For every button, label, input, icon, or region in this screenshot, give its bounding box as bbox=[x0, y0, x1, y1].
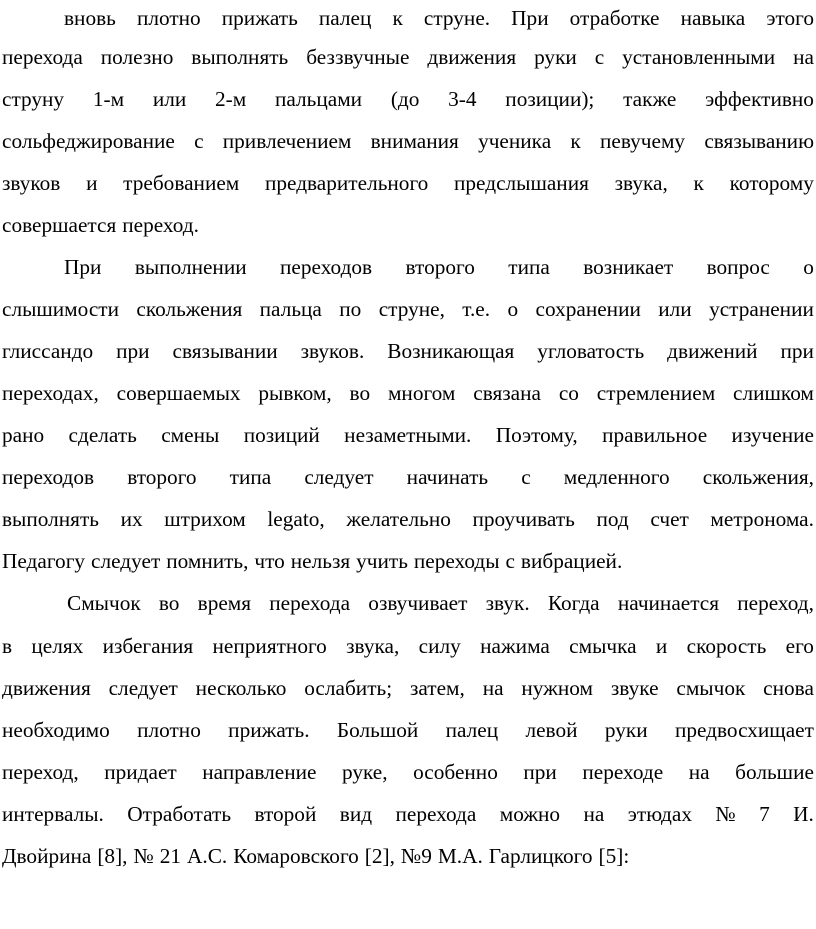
word: певучему bbox=[599, 129, 686, 153]
word: 3-4 bbox=[448, 87, 477, 111]
word: его bbox=[785, 634, 814, 658]
word: к bbox=[570, 129, 581, 153]
word: [2], bbox=[364, 844, 395, 868]
word: полезно bbox=[100, 45, 174, 69]
text-line bbox=[2, 288, 814, 330]
word: предвосхищает bbox=[674, 718, 814, 742]
word: избегания bbox=[102, 634, 194, 658]
word: плотно bbox=[137, 718, 201, 742]
word: нажима bbox=[480, 634, 550, 658]
word: вновь bbox=[64, 6, 116, 30]
word: также bbox=[623, 87, 677, 111]
word: устранении bbox=[709, 297, 814, 321]
word: № bbox=[715, 802, 736, 826]
word: большие bbox=[735, 760, 814, 784]
word: желательно bbox=[346, 507, 451, 531]
word: № bbox=[133, 844, 154, 868]
word: многом bbox=[387, 381, 456, 405]
word: позиций bbox=[243, 423, 320, 447]
word: следует bbox=[304, 465, 374, 489]
text-line bbox=[2, 540, 814, 582]
word: [8], bbox=[97, 844, 128, 868]
word: вибрацией. bbox=[520, 549, 623, 573]
word: навыка bbox=[680, 6, 746, 30]
text-line bbox=[2, 120, 814, 162]
word: скольжения, bbox=[702, 465, 814, 489]
word: Поэтому, bbox=[495, 423, 578, 447]
word: целях bbox=[31, 634, 84, 658]
word: рано bbox=[2, 423, 45, 447]
word: При bbox=[511, 6, 549, 30]
word: звука, bbox=[346, 634, 400, 658]
text-line bbox=[2, 793, 814, 835]
word: что bbox=[254, 549, 285, 573]
word: выполнении bbox=[134, 255, 247, 279]
word: следует bbox=[108, 676, 178, 700]
word: установленными bbox=[622, 45, 776, 69]
word: 2-м bbox=[215, 87, 247, 111]
word: вопрос bbox=[706, 255, 770, 279]
word: этюдах bbox=[627, 802, 692, 826]
word: М.А. bbox=[437, 844, 483, 868]
word: сохранении bbox=[535, 297, 641, 321]
word: №9 bbox=[400, 844, 432, 868]
text-line bbox=[2, 330, 814, 372]
word: эффективно bbox=[705, 87, 814, 111]
word: беззвучные bbox=[306, 45, 410, 69]
word: счет bbox=[650, 507, 689, 531]
word: правильное bbox=[602, 423, 708, 447]
word: Смычок bbox=[67, 591, 141, 615]
word: с bbox=[505, 549, 515, 573]
word: предварительного bbox=[264, 171, 429, 195]
word: скольжения bbox=[136, 297, 243, 321]
text-line bbox=[2, 372, 814, 414]
word: и bbox=[86, 171, 98, 195]
word: стремлением bbox=[596, 381, 716, 405]
word: начинается bbox=[617, 591, 720, 615]
word: проучивать bbox=[472, 507, 575, 531]
word: При bbox=[64, 255, 102, 279]
word: движения bbox=[427, 45, 517, 69]
word: руке, bbox=[341, 760, 388, 784]
word: нужном bbox=[521, 676, 594, 700]
word: совершаемых bbox=[116, 381, 241, 405]
word: звуков bbox=[2, 171, 61, 195]
word: второго bbox=[127, 465, 197, 489]
word: во bbox=[158, 591, 180, 615]
word: при bbox=[523, 760, 557, 784]
word: с bbox=[521, 465, 531, 489]
text-line bbox=[64, 0, 814, 39]
word: следует bbox=[91, 549, 161, 573]
word: переход. bbox=[122, 213, 199, 237]
text-line bbox=[2, 204, 814, 246]
word: или bbox=[152, 87, 187, 111]
word: 21 bbox=[159, 844, 182, 868]
text-line bbox=[2, 751, 814, 793]
word: рывком, bbox=[258, 381, 332, 405]
word: при bbox=[780, 339, 814, 363]
word: прижать. bbox=[228, 718, 310, 742]
word: палец bbox=[318, 6, 372, 30]
word: звуке bbox=[610, 676, 659, 700]
word: с bbox=[194, 129, 204, 153]
word: в bbox=[2, 634, 13, 658]
word: переходов bbox=[280, 255, 373, 279]
word: помнить, bbox=[166, 549, 249, 573]
word: пальцами bbox=[274, 87, 363, 111]
word: И. bbox=[793, 802, 814, 826]
word: штрихом bbox=[164, 507, 246, 531]
word: на bbox=[583, 802, 605, 826]
word: Когда bbox=[547, 591, 600, 615]
word: плотно bbox=[136, 6, 201, 30]
word: снова bbox=[763, 676, 814, 700]
word: переходе bbox=[582, 760, 664, 784]
text-line bbox=[2, 162, 814, 204]
word: во bbox=[349, 381, 371, 405]
word: на bbox=[688, 760, 710, 784]
word: левой bbox=[525, 718, 578, 742]
word: к bbox=[392, 6, 403, 30]
word: слишком bbox=[733, 381, 814, 405]
word: переход, bbox=[2, 760, 79, 784]
word: ученика bbox=[478, 129, 552, 153]
word: или bbox=[658, 297, 692, 321]
word: по bbox=[339, 297, 362, 321]
word: силу bbox=[418, 634, 461, 658]
text-line bbox=[67, 582, 814, 624]
word: струне. bbox=[423, 6, 491, 30]
word: о bbox=[507, 297, 519, 321]
word: переходы bbox=[413, 549, 500, 573]
word: глиссандо bbox=[2, 339, 94, 363]
word: незаметными. bbox=[344, 423, 472, 447]
word: перехода bbox=[395, 802, 477, 826]
word: с bbox=[594, 45, 605, 69]
word: руки bbox=[534, 45, 577, 69]
word: к bbox=[693, 171, 704, 195]
word: связыванию bbox=[704, 129, 814, 153]
word: и bbox=[655, 634, 668, 658]
word: угловатость bbox=[537, 339, 645, 363]
word: интервалы. bbox=[2, 802, 104, 826]
word: звука, bbox=[614, 171, 668, 195]
word: под bbox=[596, 507, 629, 531]
word: перехода bbox=[269, 591, 351, 615]
word: на bbox=[482, 676, 504, 700]
word: струне, bbox=[378, 297, 445, 321]
word: привлечением bbox=[222, 129, 352, 153]
word: учить bbox=[356, 549, 408, 573]
word: Большой bbox=[336, 718, 419, 742]
word: перехода bbox=[2, 45, 83, 69]
word: скорость bbox=[686, 634, 767, 658]
word: ослабить; bbox=[304, 676, 393, 700]
text-line bbox=[64, 246, 814, 288]
word: затем, bbox=[409, 676, 465, 700]
word: возникает bbox=[583, 255, 674, 279]
text-line bbox=[2, 36, 814, 78]
word: смены bbox=[161, 423, 220, 447]
word: палец bbox=[445, 718, 499, 742]
word: Гарлицкого bbox=[488, 844, 593, 868]
word: сделать bbox=[68, 423, 137, 447]
word: Педагогу bbox=[2, 549, 86, 573]
word: руки bbox=[604, 718, 648, 742]
word: смычок bbox=[676, 676, 746, 700]
word: позиции); bbox=[505, 87, 595, 111]
word: медленного bbox=[563, 465, 670, 489]
word: которому bbox=[729, 171, 814, 195]
word: т.е. bbox=[462, 297, 491, 321]
text-line bbox=[2, 667, 814, 709]
word: о bbox=[803, 255, 814, 279]
word: движения bbox=[2, 676, 91, 700]
word: переход, bbox=[737, 591, 814, 615]
word: направление bbox=[202, 760, 317, 784]
word: внимания bbox=[370, 129, 459, 153]
word: выполнять bbox=[191, 45, 289, 69]
word: при bbox=[116, 339, 150, 363]
word: сольфеджирование bbox=[2, 129, 175, 153]
word: можно bbox=[499, 802, 561, 826]
word: переходов bbox=[2, 465, 95, 489]
word: движений bbox=[667, 339, 758, 363]
word: выполнять bbox=[2, 507, 99, 531]
word: пальца bbox=[259, 297, 322, 321]
word: 1-м bbox=[92, 87, 125, 111]
word: несколько bbox=[195, 676, 287, 700]
text-line bbox=[2, 456, 814, 498]
word: со bbox=[558, 381, 579, 405]
word: переходах, bbox=[2, 381, 99, 405]
word: вид bbox=[339, 802, 373, 826]
word: необходимо bbox=[2, 718, 110, 742]
word: неприятного bbox=[212, 634, 327, 658]
text-line bbox=[2, 498, 814, 540]
word: Комаровского bbox=[233, 844, 359, 868]
word: типа bbox=[229, 465, 272, 489]
word: нельзя bbox=[290, 549, 351, 573]
word: [5]: bbox=[598, 844, 630, 868]
word: предслышания bbox=[454, 171, 589, 195]
text-line bbox=[2, 709, 814, 751]
word: озвучивает bbox=[368, 591, 468, 615]
word: второго bbox=[405, 255, 475, 279]
word: их bbox=[120, 507, 143, 531]
word: смычка bbox=[569, 634, 637, 658]
word: время bbox=[197, 591, 252, 615]
word: отработке bbox=[569, 6, 660, 30]
word: второй bbox=[254, 802, 317, 826]
word: 7 bbox=[759, 802, 770, 826]
word: изучение bbox=[731, 423, 814, 447]
text-line bbox=[2, 78, 814, 120]
word: типа bbox=[508, 255, 550, 279]
word: на bbox=[793, 45, 814, 69]
word: начинать bbox=[406, 465, 489, 489]
word: звук. bbox=[485, 591, 530, 615]
word: Отработать bbox=[127, 802, 232, 826]
word: прижать bbox=[221, 6, 298, 30]
word: А.С. bbox=[187, 844, 228, 868]
word: звуков. bbox=[300, 339, 365, 363]
word: придает bbox=[104, 760, 177, 784]
word: особенно bbox=[413, 760, 498, 784]
word: (до bbox=[390, 87, 420, 111]
word: Возникающая bbox=[387, 339, 515, 363]
text-line bbox=[2, 835, 814, 877]
word: legato, bbox=[267, 507, 325, 531]
text-line bbox=[2, 625, 814, 667]
word: струну bbox=[2, 87, 65, 111]
word: Двойрина bbox=[2, 844, 92, 868]
word: метронома. bbox=[710, 507, 814, 531]
word: этого bbox=[766, 6, 814, 30]
word: связана bbox=[473, 381, 541, 405]
word: связывании bbox=[172, 339, 278, 363]
text-line bbox=[2, 414, 814, 456]
word: требованием bbox=[123, 171, 240, 195]
word: совершается bbox=[2, 213, 117, 237]
word: слышимости bbox=[2, 297, 119, 321]
